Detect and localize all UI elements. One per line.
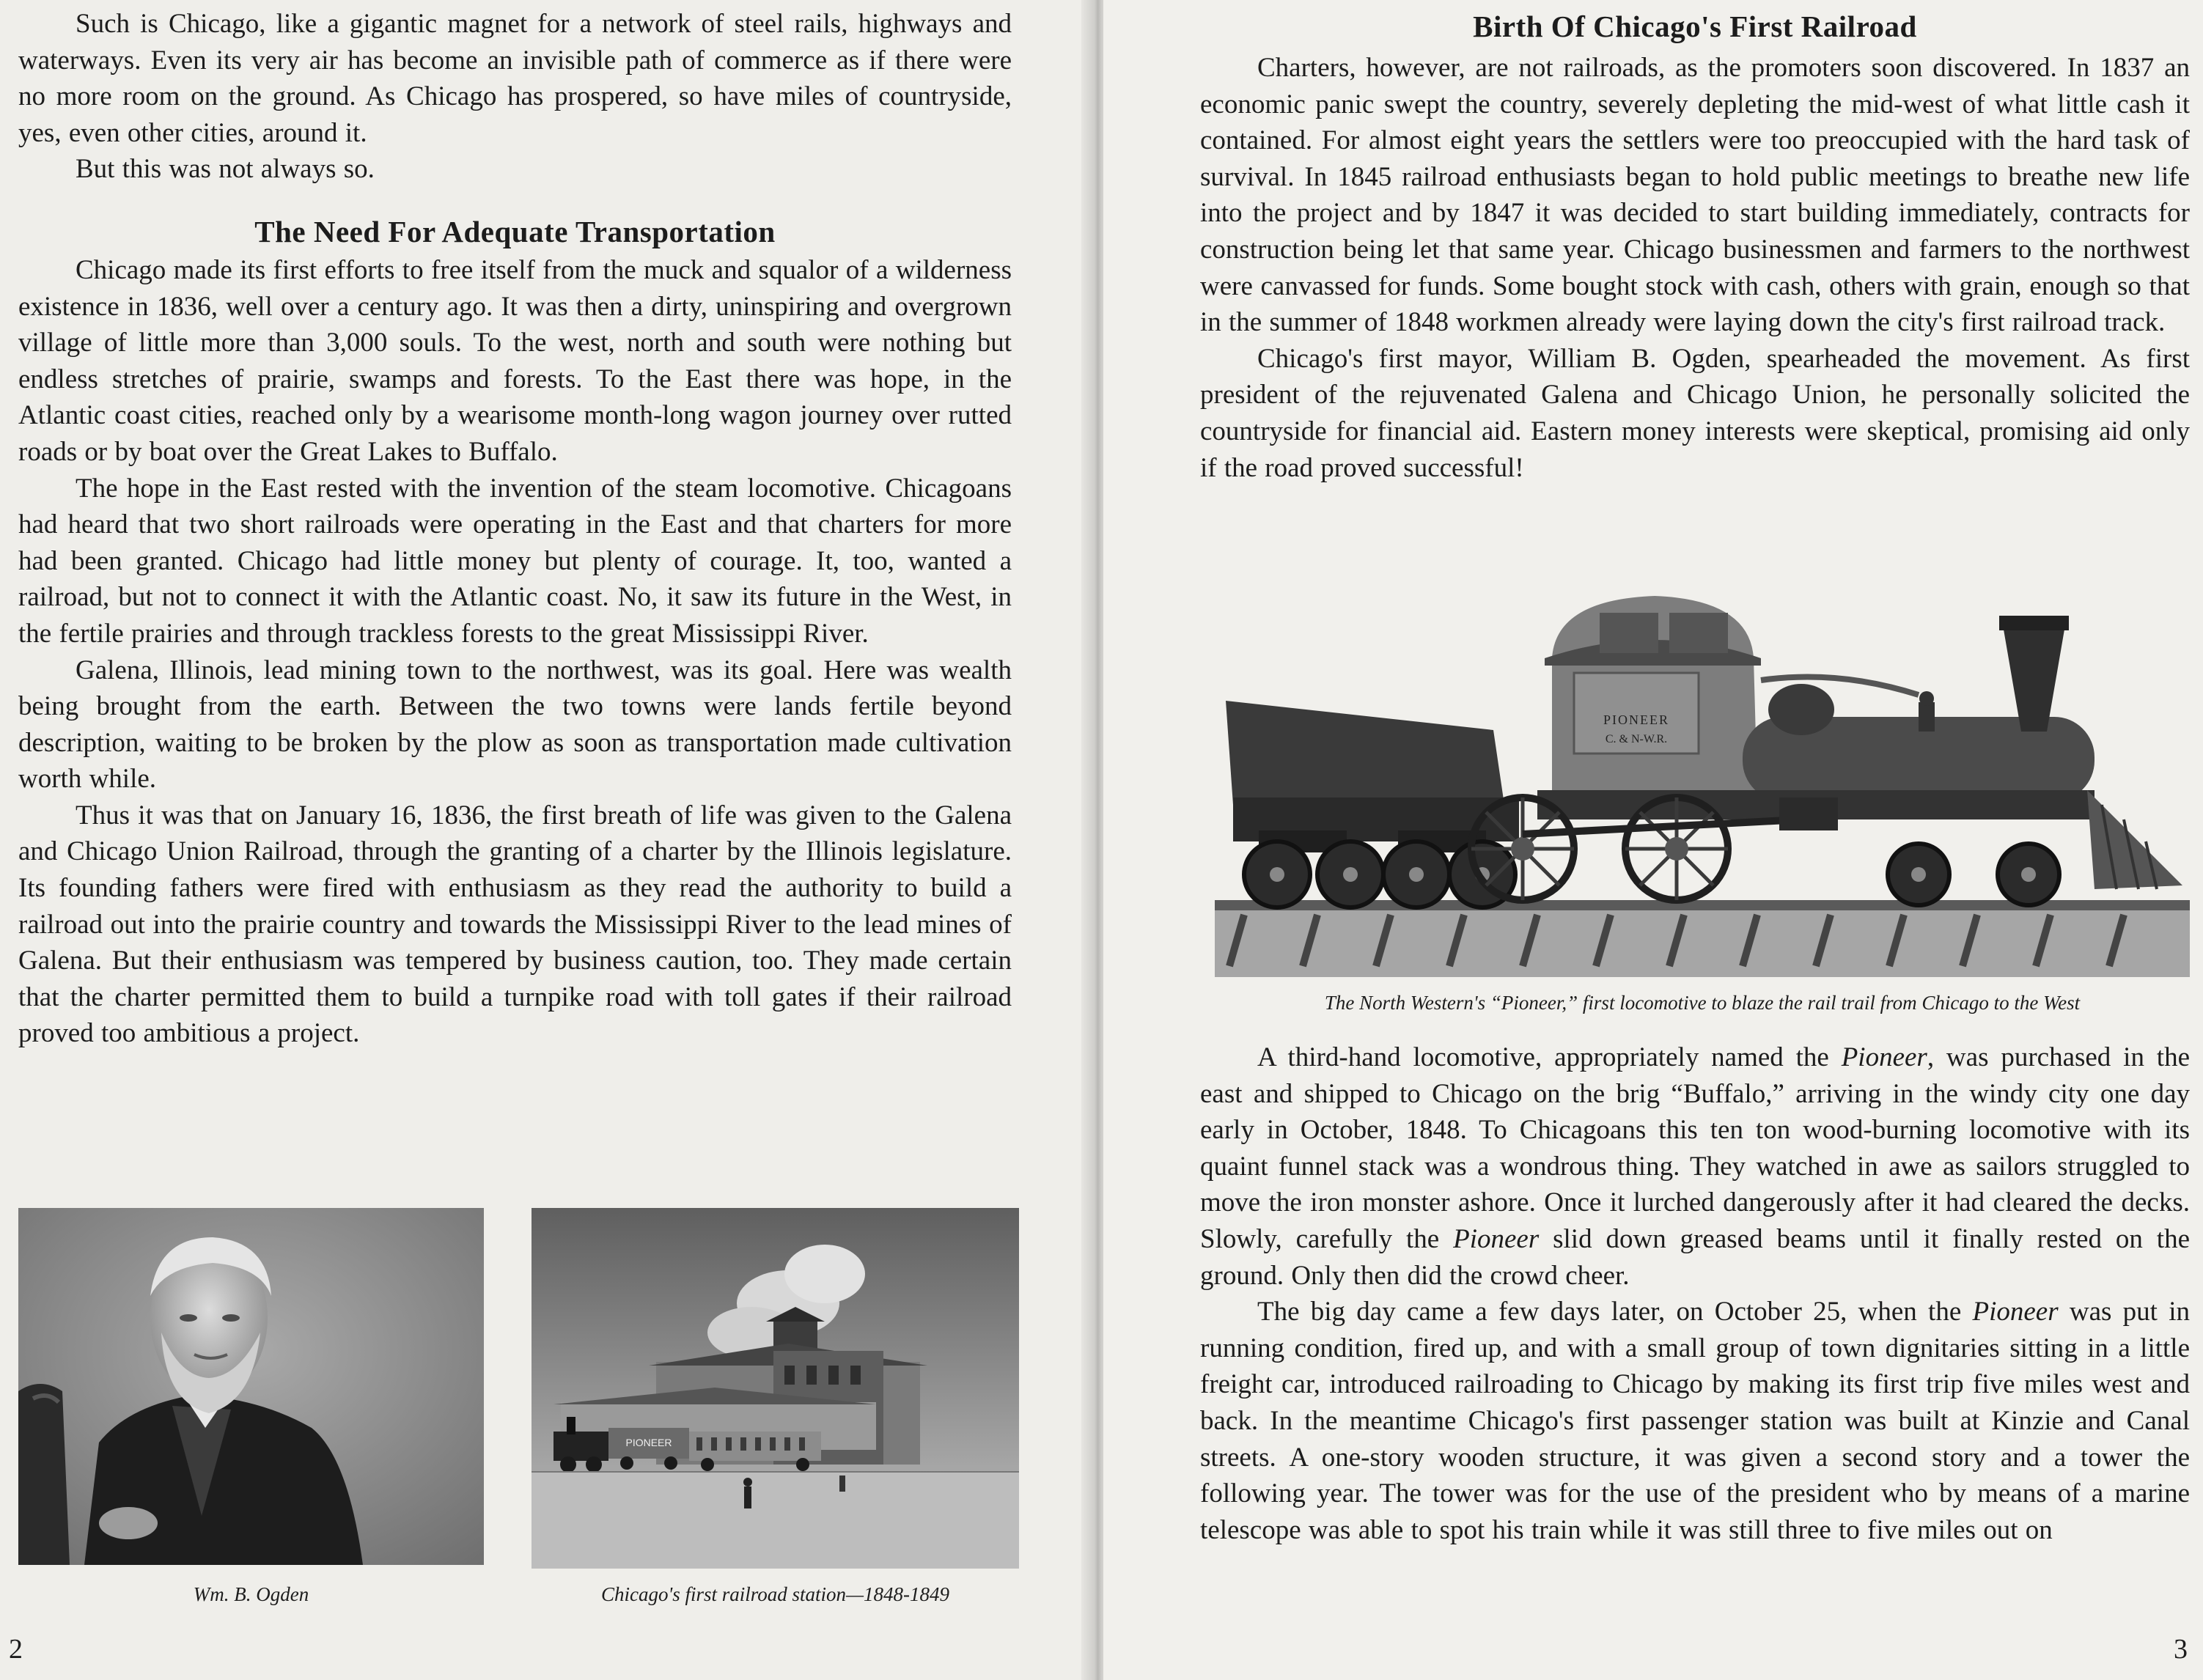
- text-run: A third-hand locomotive, appropriately named the: [1257, 1042, 1842, 1072]
- body-paragraph: The hope in the East rested with the invention of the steam locomotive. Chicagoans had heard that two short railroads were operating in the East and that charters for more had been granted. Chicago had little money but plenty of courage. It, too, wanted a railroad, but not to connect it with the Atlantic coast. No, it saw its future in the West, in the fertile prairies and through trackless forests to the great Mississippi River.: [18, 473, 1012, 649]
- body-paragraph: [1200, 1039, 2190, 1294]
- page-number-right: 3: [2174, 1634, 2188, 1665]
- locomotive-name: Pioneer: [1972, 1297, 2059, 1327]
- body-paragraph: Charters, however, are not railroads, as the promoters soon discovered. In 1837 an economic panic swept the country, severely depleting the mid-west of what little cash it contained. For almost eight years the settlers were too preoccupied with the hard task of survival. In 1845 railroad enthusiasts began to hold public meetings to breathe new life into the project and by 1847 it was decided to start building immediately, contracts for construction being let that same year. Chicago businessmen and farmers to the northwest were canvassed for funds. Some bought stock with cash, others with grain, enough so that in the summer of 1848 workmen already were laying down the city's first railroad track.: [1200, 53, 2190, 338]
- body-paragraph: Chicago's first mayor, William B. Ogden, spearheaded the movement. As first president of the rejuvenated Galena and Chicago Union, he personally solicited the countryside for financial aid. Eastern money interests were skeptical, promising aid only if the road proved successful!: [1200, 343, 2190, 483]
- locomotive-name: Pioneer: [1841, 1042, 1927, 1072]
- station-train-sign: PIONEER: [625, 1437, 672, 1448]
- pioneer-locomotive-photo: [1215, 585, 2190, 981]
- left-text-column: [18, 6, 1012, 1052]
- right-text-column-bottom: [1200, 1039, 2190, 1548]
- text-run: was put in running condition, fired up, and with a small group of town dignitaries sitting in a little freight car, introduced railroading to Chicago by making its first trip five miles west and back. In the meantime Chicago's first passenger station was built at Kinzie and Canal streets. A one-story wooden structure, it was given a second story and a tower the following year. The tower was for the use of the president who by means of a marine telescope was able to spot his train while it was still three to five miles out on: [1200, 1297, 2190, 1545]
- page-number-left: 2: [9, 1634, 23, 1665]
- locomotive-name: Pioneer: [1453, 1223, 1540, 1254]
- body-paragraph: Chicago made its first efforts to free itself from the muck and squalor of a wilderness existence in 1836, well over a century ago. It was then a dirty, uninspiring and overgrown village of little more than 3,000 souls. To the west, north and south were nothing but endless stretches of prairie, swamps and forests. To the East there was hope, in the Atlantic coast cities, reached only by a wearisome month-long wagon journey over rutted roads or by boat over the Great Lakes to Buffalo.: [18, 254, 1012, 467]
- caption-text: first locomotive to blaze the rail trail from Chicago to the West: [1578, 992, 2081, 1014]
- text-run: The big day came a few days later, on October 25, when the: [1257, 1297, 1973, 1327]
- caption-text: The North Western's: [1324, 992, 1490, 1014]
- locomotive-railroad-plate: C. & N-W.R.: [1605, 733, 1668, 745]
- portrait-caption: Wm. B. Ogden: [193, 1583, 309, 1605]
- railroad-station-photo: [532, 1208, 1019, 1569]
- intro-paragraph-short: But this was not always so.: [76, 154, 375, 185]
- locomotive-name-plate: PIONEER: [1603, 712, 1669, 727]
- text-run: slid down greased beams until it finally rested on the ground. Only then did the crowd cheer.: [1200, 1223, 2190, 1291]
- intro-paragraph: Such is Chicago, like a gigantic magnet for a network of steel rails, highways and waterways. Even its very air has become an invisible path of commerce as if there were no more room on the ground. As Chicago has prospered, so have miles of countryside, yes, even other cities, around it.: [18, 9, 1012, 148]
- text-run: , was purchased in the east and shipped to Chicago on the brig “Buffalo,” arriving in the windy city one day early in October, 1848. To Chicagoans this ten ton wood-burning locomotive with its quaint funnel stack was a wondrous thing. They watched in awe as sailors struggled to move the iron monster ashore. Once it lurched dangerously after it had cleared the decks. Slowly, carefully the: [1200, 1042, 2190, 1254]
- body-paragraph: Galena, Illinois, lead mining town to the northwest, was its goal. Here was wealth being brought from the earth. Between the two towns were lands fertile beyond description, waiting to be broken by the plow as soon as transportation made cultivation worth while.: [18, 655, 1012, 795]
- left-page: [0, 0, 1092, 1680]
- station-caption: Chicago's first railroad station—1848-1849: [600, 1583, 950, 1605]
- body-paragraph: [1200, 1294, 2190, 1548]
- locomotive-caption: [1215, 992, 2190, 1014]
- section-heading: Birth Of Chicago's First Railroad: [1473, 10, 1917, 43]
- section-heading: The Need For Adequate Transportation: [254, 214, 776, 248]
- caption-locomotive-name: “Pioneer,”: [1490, 992, 1578, 1014]
- right-text-column-top: [1200, 9, 2190, 486]
- ogden-portrait-photo: [18, 1208, 484, 1565]
- body-paragraph: Thus it was that on January 16, 1836, the first breath of life was given to the Galena and Chicago Union Railroad, through the granting of a charter by the Illinois legislature. Its founding fathers were fired with enthusiasm as they read the authority to build a railroad out into the prairie country and towards the Mississippi River to the lead mines of Galena. But their enthusiasm was tempered by business caution, too. They made certain that the charter permitted them to build a turnpike road with toll gates if their railroad proved too ambitious a project.: [18, 800, 1012, 1049]
